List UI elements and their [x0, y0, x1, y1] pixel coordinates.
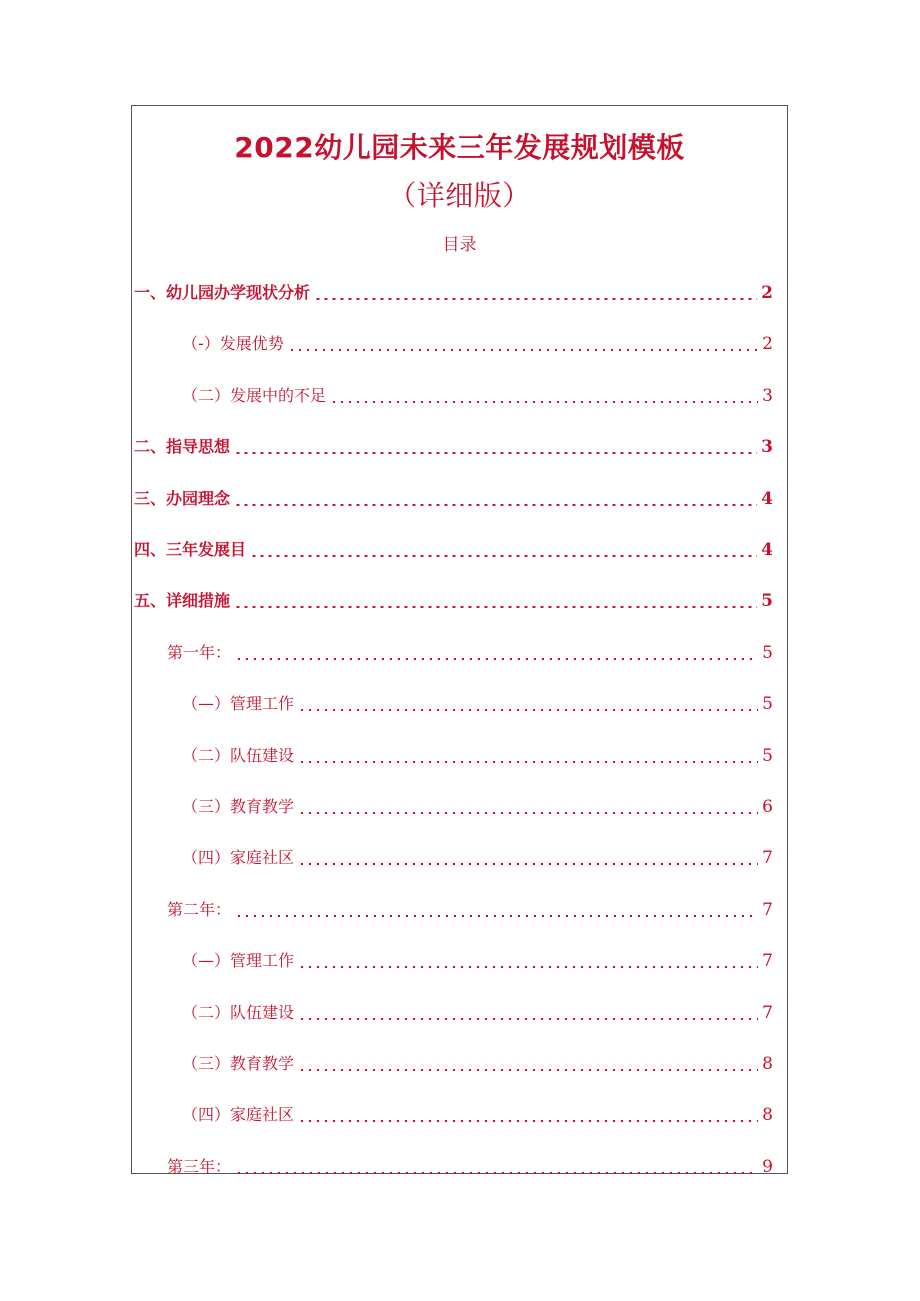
toc-entry-page-number: 5	[762, 694, 773, 715]
dot-leader	[298, 1018, 758, 1020]
toc-entry[interactable]	[132, 691, 773, 717]
dot-leader	[298, 1069, 758, 1071]
toc-entry[interactable]	[132, 948, 773, 974]
toc-entry-label: 三、办园理念	[134, 488, 231, 508]
toc-entry[interactable]	[132, 588, 773, 614]
dot-leader	[298, 966, 758, 968]
toc-entry-page-number: 5	[762, 642, 773, 663]
toc-entry-page-number: 7	[762, 1002, 773, 1023]
dot-leader	[298, 709, 758, 711]
toc-entry-page-number: 3	[761, 437, 773, 458]
toc-heading: 目录	[442, 235, 477, 255]
toc-entry[interactable]	[132, 1102, 773, 1128]
toc-entry-label: 第二年：	[167, 899, 232, 919]
toc-entry-label: （二）发展中的不足	[182, 385, 327, 405]
toc-entry[interactable]	[132, 743, 773, 769]
toc-entry-label: （三）教育教学	[182, 1054, 295, 1073]
toc-entry-label: 四、三年发展目	[134, 540, 247, 559]
toc-entry[interactable]	[132, 280, 773, 306]
toc-entry[interactable]	[132, 434, 773, 460]
toc-entry-page-number: 9	[762, 1156, 773, 1177]
dot-leader	[234, 452, 757, 454]
toc-entry-page-number: 6	[762, 797, 773, 817]
toc-entry[interactable]	[132, 897, 773, 923]
toc-entry-label: 第一年：	[167, 642, 232, 662]
dot-leader	[235, 658, 758, 660]
toc-entry[interactable]	[132, 537, 773, 563]
toc-entry-page-number: 7	[762, 951, 773, 972]
toc-entry-page-number: 5	[761, 591, 773, 612]
toc-entry[interactable]	[132, 1051, 773, 1077]
dot-leader	[330, 401, 758, 403]
toc-entry[interactable]	[132, 331, 773, 357]
toc-entry-label: 五、详细措施	[134, 591, 231, 611]
toc-entry[interactable]	[132, 486, 773, 512]
toc-entry-label: 第三年：	[167, 1156, 232, 1176]
toc-entry-label: （—）管理工作	[182, 694, 295, 714]
toc-entry[interactable]	[132, 1000, 773, 1026]
dot-leader	[298, 761, 758, 763]
dot-leader	[234, 606, 757, 608]
dot-leader	[234, 504, 757, 506]
toc-entry-page-number: 8	[762, 1054, 773, 1074]
toc-entry-label: 一、幼儿园办学现状分析	[134, 283, 311, 302]
toc-entry-page-number: 7	[762, 899, 773, 920]
toc-entry-page-number: 4	[761, 488, 773, 509]
document-title: 2022幼儿园未来三年发展规划模板	[234, 131, 685, 164]
dot-leader	[235, 1172, 758, 1174]
toc-entry-page-number: 7	[762, 848, 773, 869]
toc-entry-page-number: 4	[761, 540, 773, 560]
toc-entry-label: （三）教育教学	[182, 797, 295, 816]
dot-leader	[298, 1120, 758, 1122]
dot-leader	[298, 812, 758, 814]
toc-entry-page-number: 2	[761, 283, 773, 303]
dot-leader	[288, 349, 758, 351]
table-of-contents	[132, 106, 787, 1177]
toc-entry-label: 二、指导思想	[134, 437, 231, 457]
page-frame	[131, 105, 788, 1177]
toc-entry[interactable]	[132, 640, 773, 666]
dot-leader	[235, 915, 758, 917]
toc-entry[interactable]	[132, 1154, 773, 1180]
dot-leader	[314, 298, 757, 300]
toc-entry-page-number: 5	[762, 745, 773, 766]
toc-entry[interactable]	[132, 845, 773, 871]
dot-leader	[250, 555, 757, 557]
toc-entry-page-number: 3	[762, 385, 773, 406]
toc-entry-label: （四）家庭社区	[182, 848, 295, 868]
toc-entry-label: （四）家庭社区	[182, 1105, 295, 1125]
toc-entry-page-number: 8	[762, 1105, 773, 1126]
toc-entry-label: （二）队伍建设	[182, 745, 295, 765]
toc-entry-label: （—）管理工作	[182, 951, 295, 971]
dot-leader	[298, 863, 758, 865]
toc-entry[interactable]	[132, 794, 773, 820]
toc-entry[interactable]	[132, 383, 773, 409]
toc-entry-label: （-）发展优势	[182, 334, 284, 354]
toc-entry-label: （二）队伍建设	[182, 1002, 295, 1022]
toc-entry-page-number: 2	[762, 334, 773, 355]
document-subtitle: （详细版）	[388, 179, 531, 212]
